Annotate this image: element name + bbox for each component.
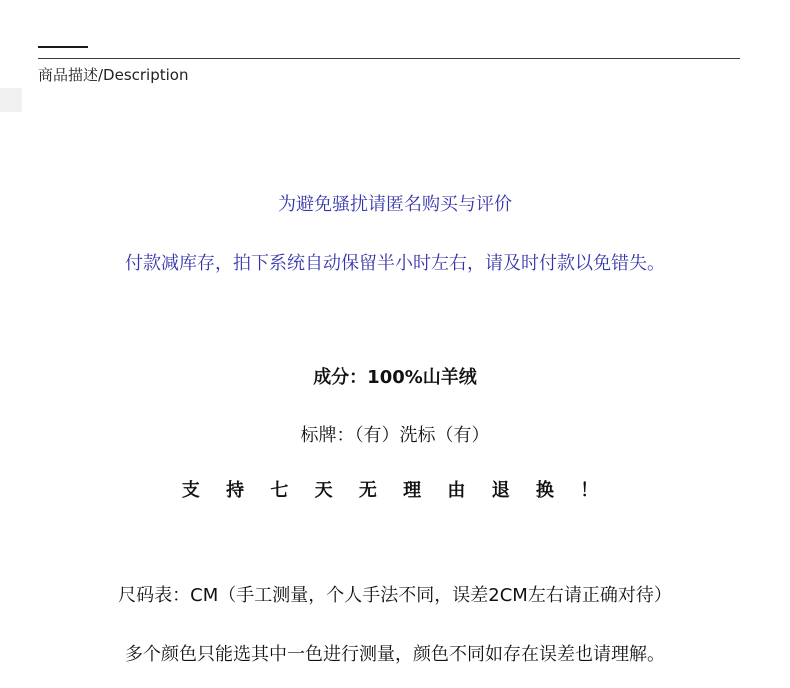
header-divider [38, 58, 740, 59]
edge-artifact [0, 88, 22, 112]
size-table-note: 尺码表：CM（手工测量，个人手法不同，误差2CM左右请正确对待） [118, 585, 672, 606]
section-title: 商品描述/Description [38, 66, 189, 84]
composition-text: 成分：100%山羊绒 [313, 367, 477, 388]
color-measurement-note: 多个颜色只能选其中一色进行测量，颜色不同如存在误差也请理解。 [125, 644, 665, 665]
labels-text: 标牌：（有）洗标（有） [300, 425, 490, 446]
payment-stock-notice: 付款减库存，拍下系统自动保留半小时左右，请及时付款以免错失。 [125, 253, 665, 274]
header-accent-rule [38, 46, 88, 48]
return-policy-text: 支 持 七 天 无 理 由 退 换 ！ [181, 480, 609, 501]
anonymous-purchase-notice: 为避免骚扰请匿名购买与评价 [278, 194, 512, 215]
